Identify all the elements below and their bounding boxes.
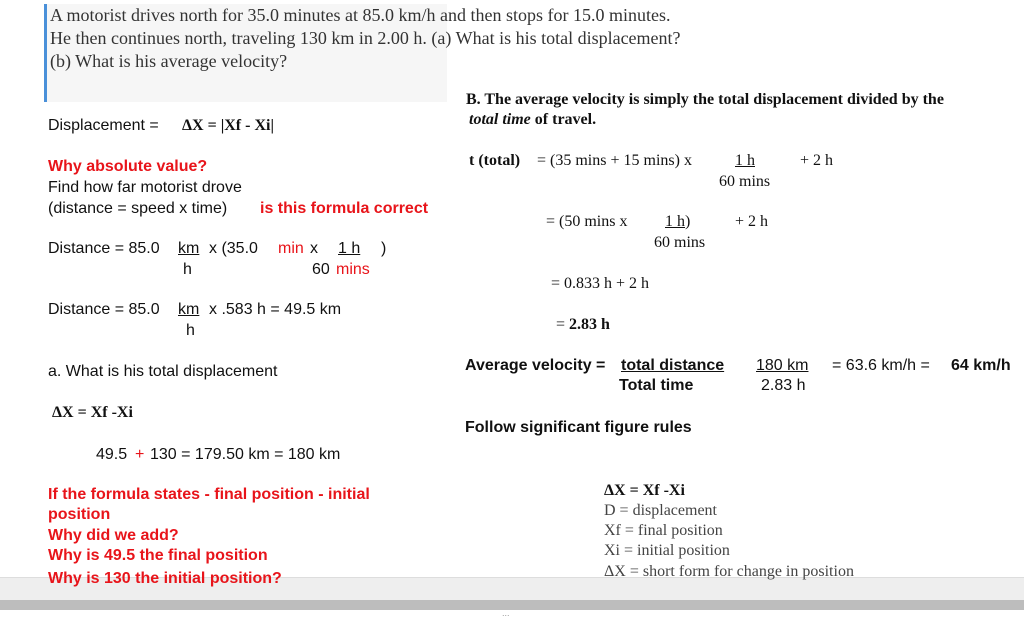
question-1-cont: position [48,506,111,523]
question-line: (b) What is his average velocity? [50,51,288,71]
fraction-numerator: 1 h [338,240,361,257]
formula-question: is this formula correct [260,200,429,217]
displacement-label: Displacement = [48,117,159,134]
legend-item: ΔX = short form for change in position [604,563,854,580]
unit-h: h [186,322,195,339]
distance-result: x .583 h = 49.5 km [209,301,342,318]
part-b-text-line2 [469,111,596,129]
distance-step1-mult: x (35.0 [209,240,258,257]
part-b-text-end: of travel. [534,111,597,128]
resize-handle[interactable]: ... [502,608,510,618]
paren: ) [381,240,387,257]
question-3: Why is 49.5 the final position [48,547,268,564]
find-text: Find how far motorist drove [48,179,242,196]
question-box [44,4,681,102]
equals: = [556,316,566,333]
t-step3: = 0.833 h + 2 h [551,275,650,292]
sig-fig-note: Follow significant figure rules [465,419,692,436]
question-line: A motorist drives north for 35.0 minutes at 85.0 km/h and then stops for 15.0 minutes. [50,5,671,25]
question-2: Why did we add? [48,527,179,544]
fraction-denominator: 2.83 h [761,377,806,394]
t-result: 2.83 h [569,316,610,333]
plus-2h: + 2 h [735,213,769,230]
times-sign: x [310,240,318,257]
unit-h: h [183,261,192,278]
part-b-text: B. The average velocity is simply the total displacement divided by the [466,91,944,108]
fraction-denominator: 60 mins [719,173,771,190]
sum-term: 49.5 [96,446,128,463]
fraction-numerator: 1 h [735,152,755,169]
plus-sign: + [135,446,145,463]
velocity-result: = 63.6 km/h = [832,357,930,374]
part-a-label: a. What is his total displacement [48,363,278,380]
displacement-formula: ΔX = |Xf - Xi| [182,117,274,134]
unit-min: min [278,240,304,257]
question-4: Why is 130 the initial position? [48,570,282,587]
legend-formula: ΔX = Xf -Xi [604,482,685,499]
t-total-label: t (total) [469,152,521,169]
plus-2h: + 2 h [800,152,834,169]
fraction-numerator: 180 km [756,357,809,374]
distance-equation: (distance = speed x time) [48,200,228,217]
fraction-numerator: 1 h [665,213,685,230]
unit-mins: mins [336,261,370,278]
average-velocity-label: Average velocity = [465,357,606,374]
legend-item: Xi = initial position [604,542,730,559]
fraction-numerator: total distance [621,357,725,374]
unit-km: km [178,301,200,318]
unit-km: km [178,240,200,257]
velocity-final: 64 km/h [951,357,1011,374]
fraction-denominator: 60 mins [654,234,706,251]
distance-step2: Distance = 85.0 [48,301,160,318]
question-line: He then continues north, traveling 130 km in 2.00 h. (a) What is his total displacement? [50,28,681,48]
question-1: If the formula states - final position - initial [48,486,370,503]
t-step2: = (50 mins x [546,213,628,230]
fraction-denominator: 60 [312,261,330,278]
horizontal-scrollbar[interactable] [0,600,1024,610]
delta-x-formula: ΔX = Xf -Xi [52,404,133,421]
fraction-denominator: Total time [619,377,694,394]
legend-item: Xf = final position [604,522,723,539]
t-step1: = (35 mins + 15 mins) x [537,152,692,169]
legend-item: D = displacement [604,502,717,519]
distance-step1: Distance = 85.0 [48,240,160,257]
total-time-emph: total time [469,111,531,128]
paren: ) [685,213,691,230]
sum-result: 130 = 179.50 km = 180 km [150,446,341,463]
why-absolute-question: Why absolute value? [48,158,208,175]
